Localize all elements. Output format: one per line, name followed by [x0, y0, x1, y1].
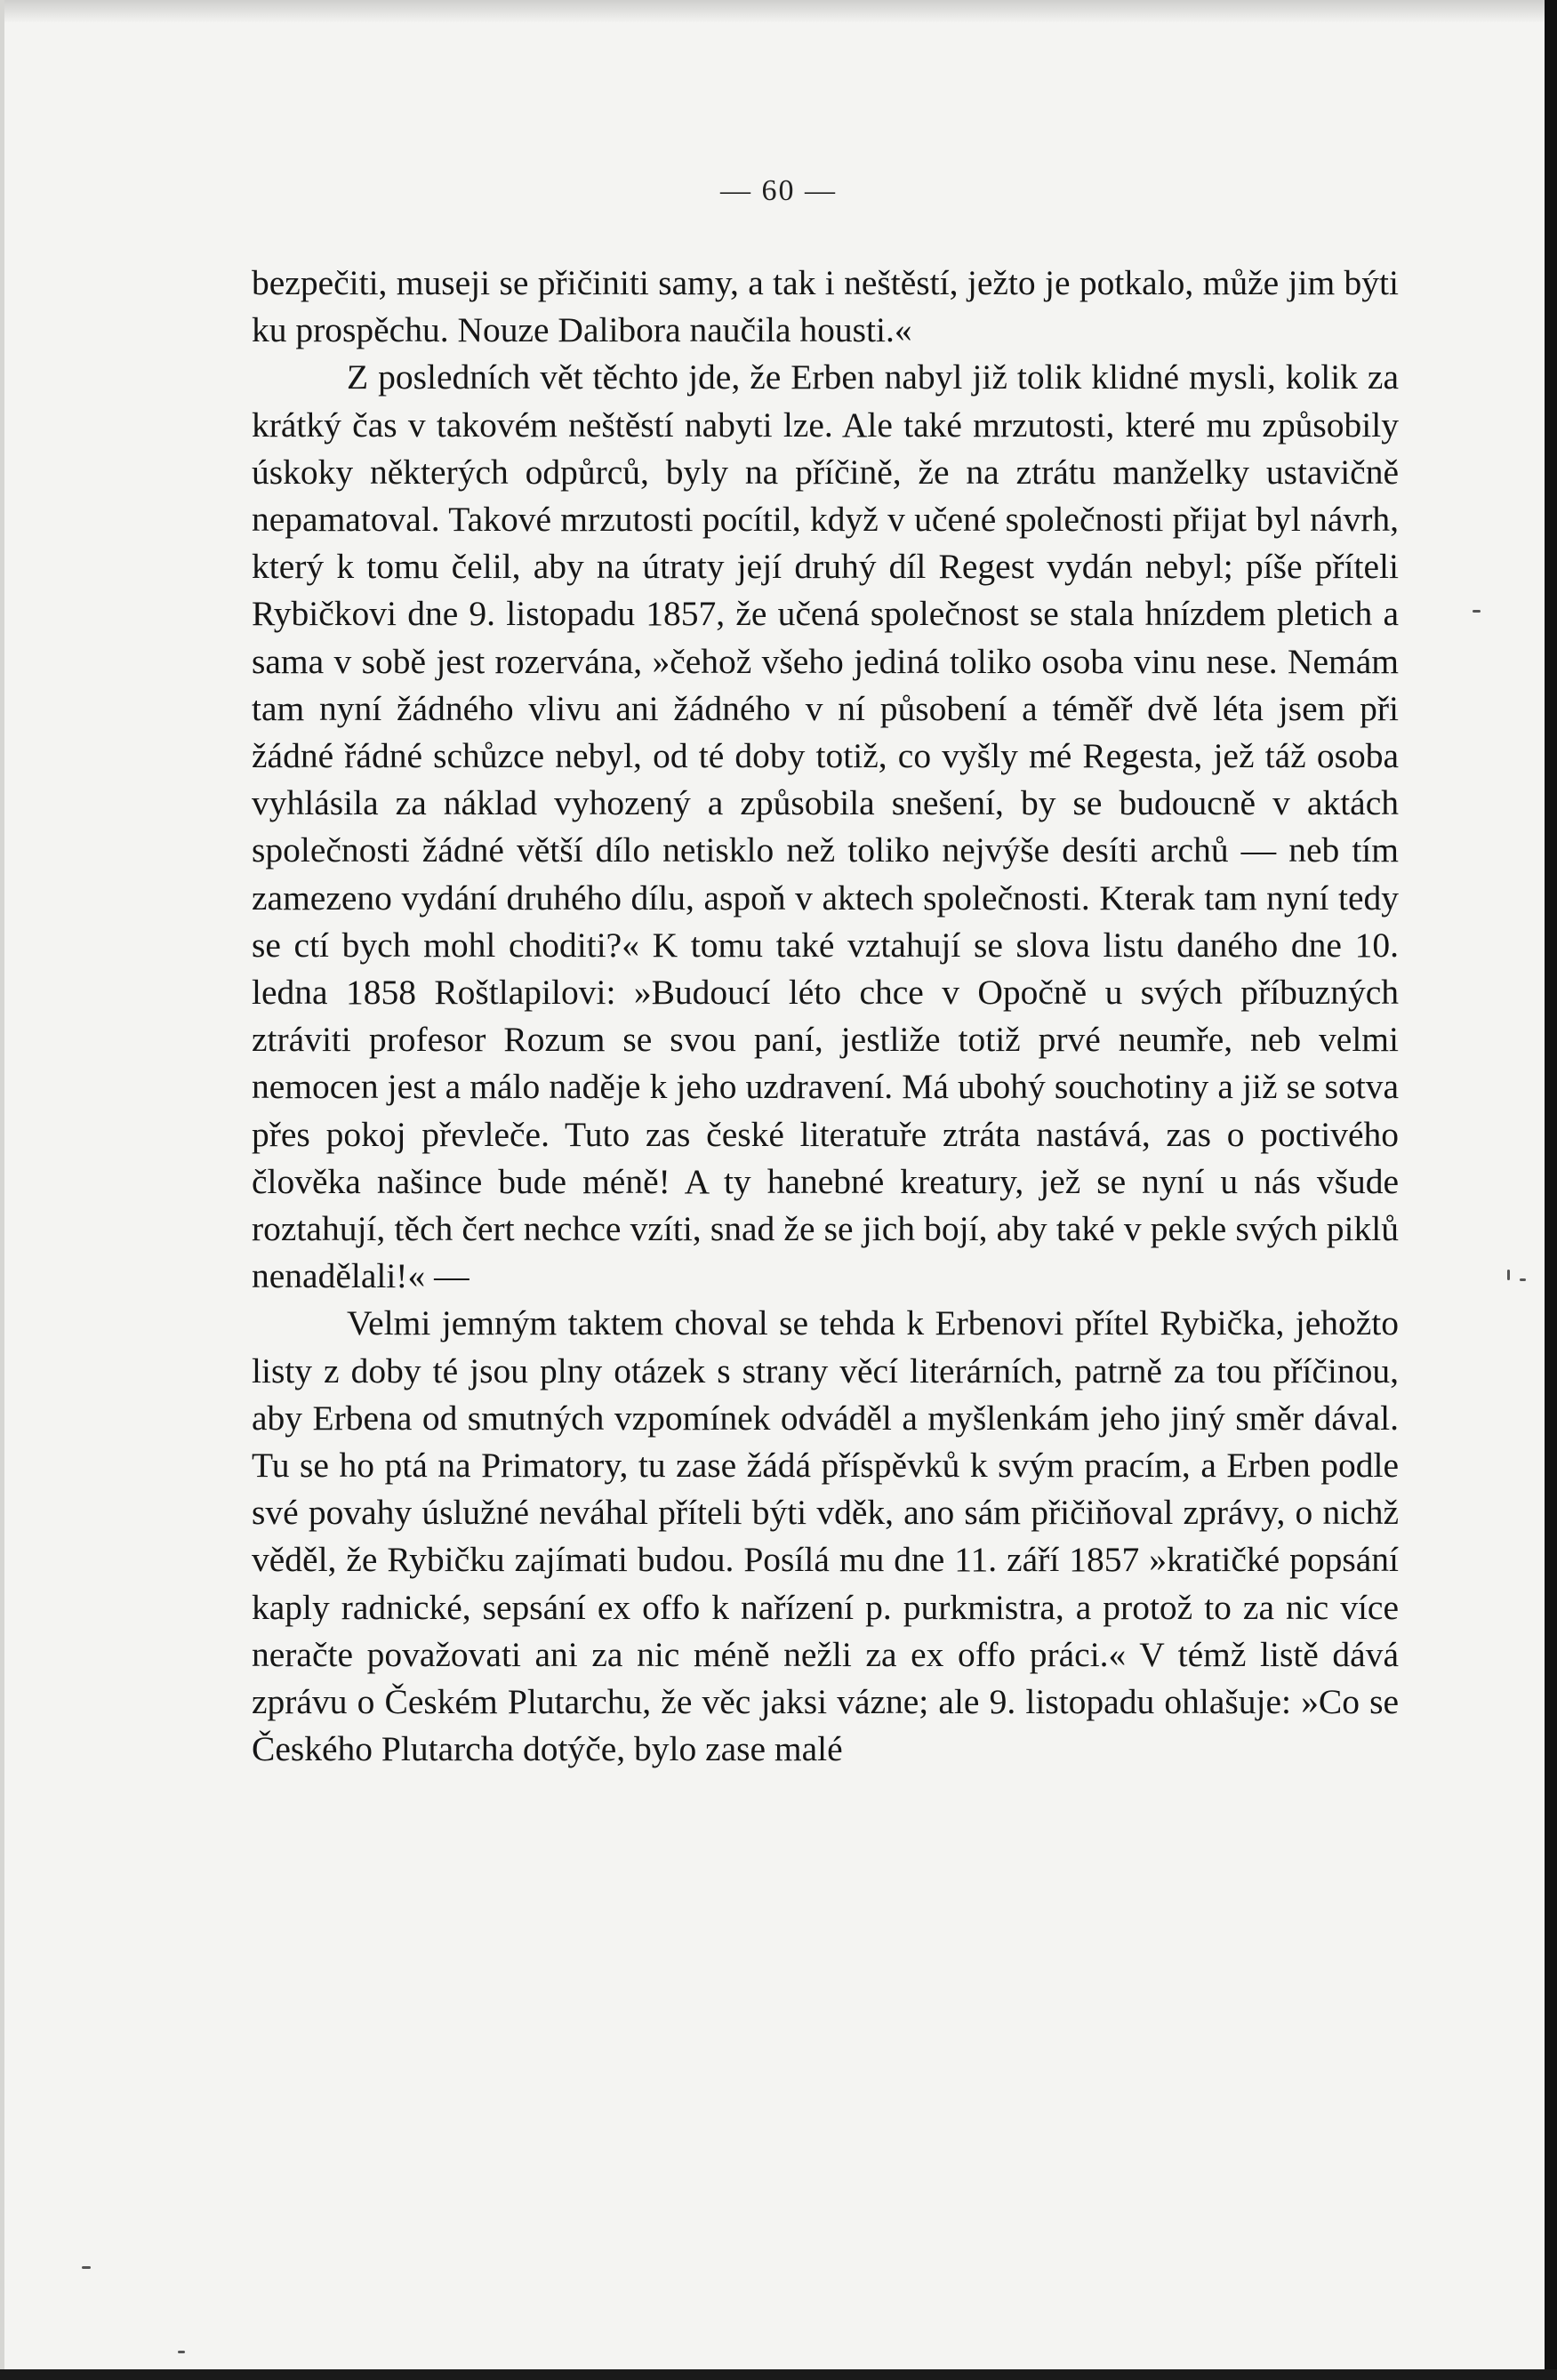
- scan-speck: [178, 2351, 185, 2353]
- scan-speck: [82, 2266, 91, 2269]
- scan-bottom-edge: [0, 2369, 1557, 2380]
- scan-speck: [1507, 1270, 1510, 1280]
- scan-top-edge: [0, 0, 1557, 23]
- paragraph: Velmi jemným taktem choval se tehda k Erbenovi přítel Rybička, jehožto listy z doby té jsou plny otázek s strany věcí literárních, patrně za tou příčinou, aby Erbena od smutných vzpomínek odváděl a myšlenkám jeho jiný směr dával. Tu se ho ptá na Primatory, tu zase žádá příspěvků k svým pracím, a Erben podle své povahy úslužné neváhal příteli býti vděk, ano sám přičiňoval zprávy, o nichž věděl, že Rybičku zajímati budou. Posílá mu dne 11. září 1857 »kratičké popsání kaply radnické, sepsání ex offo k nařízení p. purkmistra, a protož to za nic více neračte považovati ani za nic méně nežli za ex offo práci.« V témž listě dává zprávu o Českém Plutarchu, že věc jaksi vázne; ale 9. listopadu ohlašuje: »Co se Českého Plutarcha dotýče, bylo zase malé: [252, 1303, 1399, 1769]
- scan-right-edge: [1545, 0, 1557, 2380]
- paragraph: Z posledních vět těchto jde, že Erben nabyl již tolik klidné mysli, kolik za krátký čas v takovém neštěstí nabyti lze. Ale také mrzutosti, které mu způsobily úskoky některých odpůrců, byly na příčině, že na ztrátu manželky ustavičně nepamatoval. Takové mrzutosti pocítil, když v učené společnosti přijat byl návrh, který k tomu čelil, aby na útraty její druhý díl Regest vydán nebyl; píše příteli Rybičkovi dne 9. listopadu 1857, že učená společnost se stala hnízdem pletich a sama v sobě jest rozervána, »čehož všeho jediná toliko osoba vinu nese. Nemám tam nyní žádného vlivu ani žádného v ní působení a téměř dvě léta jsem při žádné řádné schůzce nebyl, od té doby totiž, co vyšly mé Regesta, jež táž osoba vyhlásila za náklad vyhozený a způsobila snešení, by se budoucně v aktách společnosti žádné větší dílo netisklo než toliko nejvýše desíti archů — neb tím zamezeno vydání druhého dílu, aspoň v aktech společnosti. Kterak tam nyní tedy se ctí bych mohl choditi?« K tomu také vztahují se slova listu daného dne 10. ledna 1858 Roštlapilovi: »Budoucí léto chce v Opočně u svých příbuzných ztráviti profesor Rozum se svou paní, jestliže totiž prvé neumře, neb velmi nemocen jest a málo naděje k jeho uzdravení. Má ubohý souchotiny a již se sotva přes pokoj převleče. Tuto zas české literatuře ztráta nastává, zas o poctivého člověka našince bude méně! A ty hanebné kreatury, jež se nyní u nás všude roztahují, těch čert nechce vzíti, snad že se jich bojí, aby také v pekle svých piklů nenadělali!« —: [252, 357, 1399, 1296]
- page-number: — 60 —: [720, 174, 837, 207]
- text-body: [252, 260, 1399, 1774]
- scan-speck: [1520, 1278, 1526, 1281]
- paragraph: bezpečiti, museji se přičiniti samy, a tak i neštěstí, ježto je potkalo, může jim býti ku prospěchu. Nouze Dalibora naučila housti.«: [252, 263, 1399, 350]
- scan-left-edge: [0, 0, 4, 2380]
- scan-speck: [1473, 610, 1481, 613]
